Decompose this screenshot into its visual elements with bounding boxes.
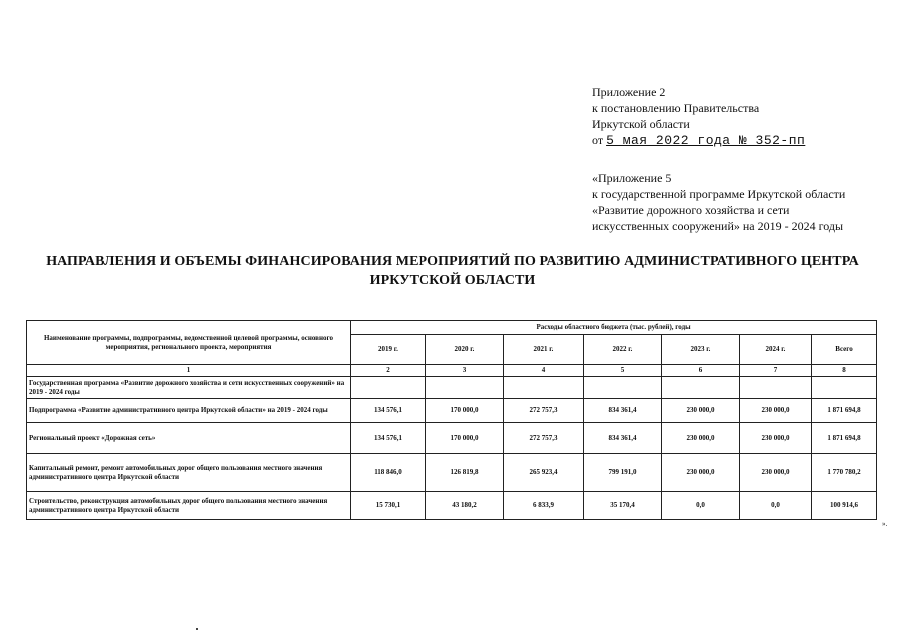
cell-value: 834 361,4 [584,399,662,423]
column-number: 8 [812,365,877,377]
cell-value [504,377,584,399]
budget-table [26,320,877,520]
cell-value [740,377,812,399]
cell-value: 15 730,1 [351,492,426,520]
year-header: 2020 г. [426,335,504,365]
cell-value: 230 000,0 [662,454,740,492]
appendix-5-program-name-2: искусственных сооружений» на 2019 - 2024 годы [592,219,844,233]
cell-value: 230 000,0 [740,423,812,454]
expenses-header: Расходы областного бюджета (тыс. рублей), годы [351,321,877,335]
cell-value: 272 757,3 [504,399,584,423]
cell-value: 230 000,0 [740,454,812,492]
column-number: 7 [740,365,812,377]
cell-value: 230 000,0 [740,399,812,423]
year-header: 2021 г. [504,335,584,365]
appendix-5-title: «Приложение 5 [592,171,672,185]
year-header: 2024 г. [740,335,812,365]
cell-value: 1 770 780,2 [812,454,877,492]
cell-value: 0,0 [740,492,812,520]
cell-value: 170 000,0 [426,423,504,454]
cell-value: 134 576,1 [351,423,426,454]
cell-value: 43 180,2 [426,492,504,520]
cell-value: 230 000,0 [662,423,740,454]
appendix-2-title: Приложение 2 [592,85,666,99]
cell-value [351,377,426,399]
cell-value: 272 757,3 [504,423,584,454]
cell-value: 834 361,4 [584,423,662,454]
appendix-5-header [592,170,845,234]
table-row [27,399,877,423]
date-handwritten: 5 мая 2022 года № 352-пп [606,133,806,148]
appendix-2-region: Иркутской области [592,117,690,131]
appendix-2-header [592,84,805,149]
cell-value: 126 819,8 [426,454,504,492]
cell-value: 230 000,0 [662,399,740,423]
row-name: Региональный проект «Дорожная сеть» [27,423,351,454]
total-header: Всего [812,335,877,365]
appendix-2-date-line [592,132,805,149]
cell-value [584,377,662,399]
closing-quote-mark: ». [882,520,888,528]
cell-value [426,377,504,399]
cell-value [812,377,877,399]
cell-value: 6 833,9 [504,492,584,520]
year-header: 2019 г. [351,335,426,365]
document-title [20,252,885,290]
column-number: 6 [662,365,740,377]
name-column-header: Наименование программы, подпрограммы, ведомственной целевой программы, основного мероприятия, регионального проекта, мероприятия [27,321,351,365]
year-header: 2022 г. [584,335,662,365]
column-number: 1 [27,365,351,377]
row-name: Государственная программа «Развитие дорожного хозяйства и сети искусственных сооружений» на 2019 - 2024 годы [27,377,351,399]
row-name: Капитальный ремонт, ремонт автомобильных дорог общего пользования местного значения административного центра Иркутской области [27,454,351,492]
cell-value: 170 000,0 [426,399,504,423]
cell-value: 1 871 694,8 [812,399,877,423]
column-number: 3 [426,365,504,377]
appendix-2-resolution: к постановлению Правительства [592,101,760,115]
appendix-5-program: к государственной программе Иркутской области [592,187,846,201]
row-name: Подпрограмма «Развитие административного центра Иркутской области» на 2019 - 2024 годы [27,399,351,423]
row-name: Строительство, реконструкция автомобильных дорог общего пользования местного значения административного центра Иркутской области [27,492,351,520]
table-row [27,454,877,492]
column-number: 5 [584,365,662,377]
cell-value: 799 191,0 [584,454,662,492]
column-number-row [27,365,877,377]
cell-value: 0,0 [662,492,740,520]
title-line-2: ИРКУТСКОЙ ОБЛАСТИ [369,273,536,288]
column-number: 4 [504,365,584,377]
cell-value [662,377,740,399]
column-number: 2 [351,365,426,377]
cell-value: 35 170,4 [584,492,662,520]
cell-value: 134 576,1 [351,399,426,423]
scan-speck [196,628,198,630]
year-header: 2023 г. [662,335,740,365]
cell-value: 265 923,4 [504,454,584,492]
title-line-1: НАПРАВЛЕНИЯ И ОБЪЕМЫ ФИНАНСИРОВАНИЯ МЕРОПРИЯТИЙ ПО РАЗВИТИЮ АДМИНИСТРАТИВНОГО ЦЕНТРА [46,254,859,269]
table-row [27,377,877,399]
date-prefix: от [592,133,604,147]
cell-value: 1 871 694,8 [812,423,877,454]
table-row [27,492,877,520]
cell-value: 100 914,6 [812,492,877,520]
appendix-5-program-name-1: «Развитие дорожного хозяйства и сети [592,203,790,217]
cell-value: 118 846,0 [351,454,426,492]
table-row [27,423,877,454]
